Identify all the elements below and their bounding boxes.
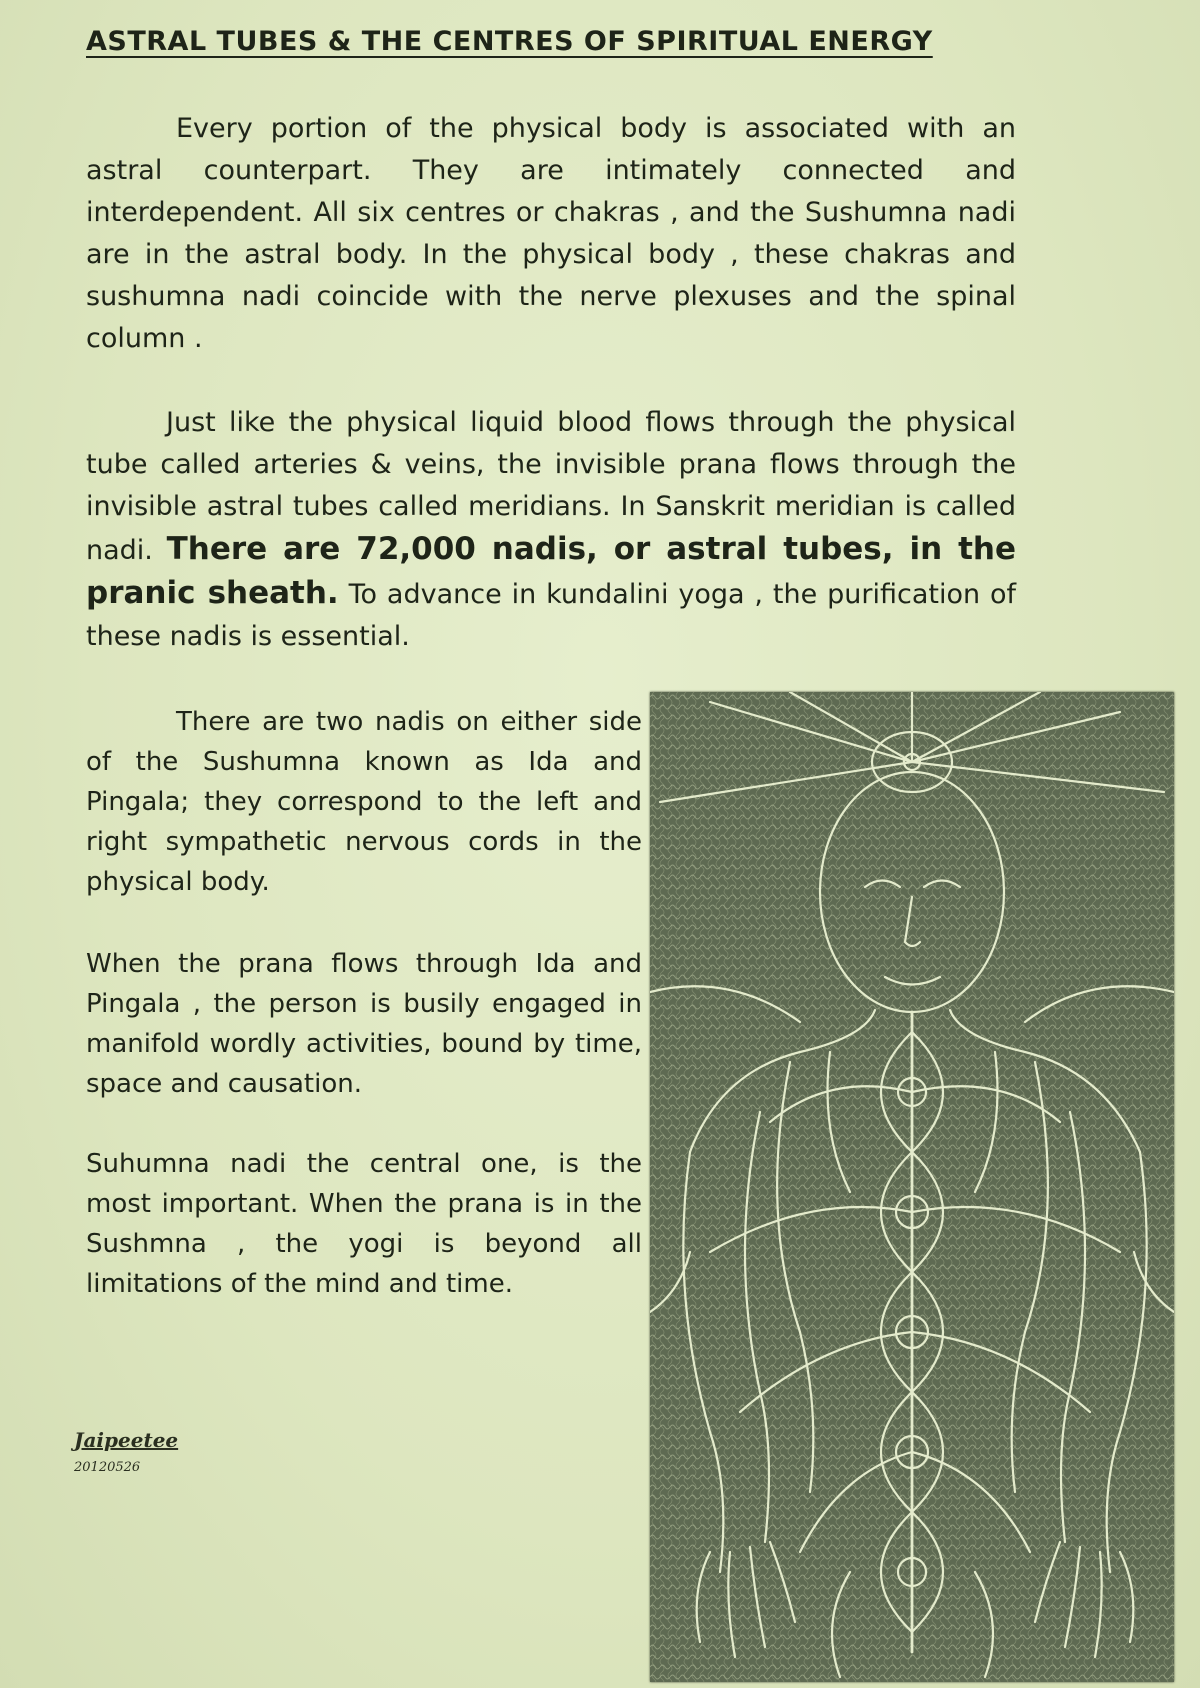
paragraph-nadis-conclusion: To advance in kundalini yoga , the purification of these nadis is essential. — [86, 579, 1017, 652]
signature-date: 20120526 — [74, 1460, 141, 1475]
paragraph-nadis — [86, 402, 1016, 658]
signature-name: Jaipeetee — [74, 1428, 179, 1452]
astral-body-illustration — [650, 692, 1174, 1682]
page-title: ASTRAL TUBES & THE CENTRES OF SPIRITUAL ENERGY — [86, 26, 933, 57]
paragraph-sushumna: Suhumna nadi the central one, is the most important. When the prana is in the Sushmna , the yogi is beyond all limitations of the mind and time. — [86, 1149, 642, 1299]
paragraph-prana-flow: When the prana flows through Ida and Pingala , the person is busily engaged in manifold wordly activities, bound by time, space and causation. — [86, 949, 642, 1099]
astral-body-nadis-icon — [650, 692, 1174, 1682]
paragraph-nadis-intro: Just like the physical liquid blood flows through the physical tube called arteries & veins, the invisible prana flows through the invisible astral tubes called meridians. In Sanskrit meridian is called nadi. — [86, 407, 1016, 566]
paragraph-astral-counterpart: Every portion of the physical body is associated with an astral counterpart. They are intimately connected and interdependent. All six centres or chakras , and the Sushumna nadi are in the astral body. In the physical body , these chakras and sushumna nadi coincide with the nerve plexuses and the spinal column . — [86, 113, 1016, 354]
paragraph-nadis-highlight: There are 72,000 nadis, or astral tubes, in the pranic sheath. — [86, 531, 1016, 611]
paragraph-ida-pingala: There are two nadis on either side of the Sushumna known as Ida and Pingala; they correspond to the left and right sympathetic nervous cords in the physical body. — [86, 707, 642, 897]
